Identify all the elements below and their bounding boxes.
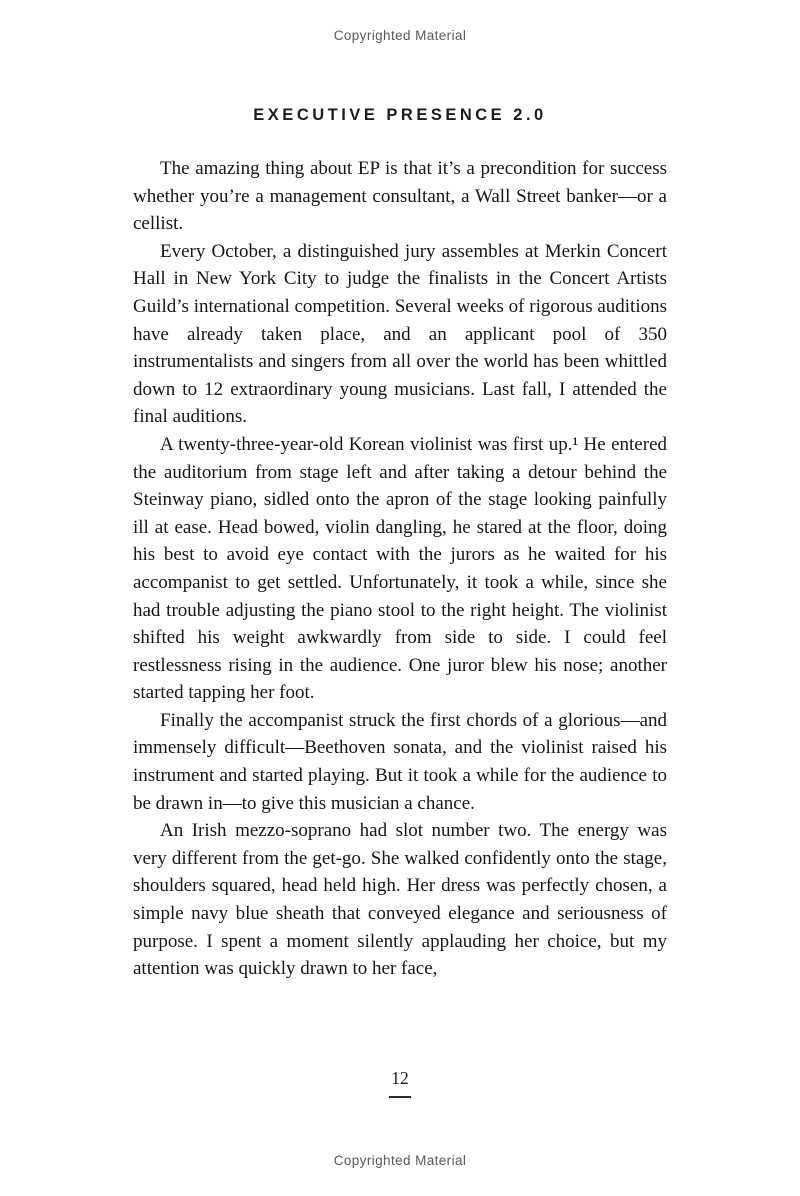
page-number-rule	[389, 1096, 411, 1098]
paragraph-5: An Irish mezzo-soprano had slot number two. The energy was very different from the get-go. She walked confidently onto the stage, shoulders squared, head held high. Her dress was perfectly chosen, a simple navy blue sheath that conveyed elegance and seriousness of purpose. I spent a moment silently applauding her choice, but my attention was quickly drawn to her face,	[133, 820, 667, 980]
copyright-notice-bottom: Copyrighted Material	[333, 1153, 467, 1168]
page-number-block	[0, 1068, 800, 1098]
paragraph-2: Every October, a distinguished jury assembles at Merkin Concert Hall in New York City to judge the finalists in the Concert Artists Guild’s international competition. Several weeks of rigorous auditions have already taken place, and an applicant pool of 350 instrumentalists and singers from all over the world has been whittled down to 12 extraordinary young musicians. Last fall, I attended the final auditions.	[133, 240, 668, 428]
running-header: EXECUTIVE PRESENCE 2.0	[253, 106, 547, 124]
paragraph-4: Finally the accompanist struck the first chords of a glorious—and immensely difficult—Beethoven sonata, and the violinist raised his instrument and started playing. But it took a while for the audience to be drawn in—to give this musician a chance.	[133, 709, 667, 814]
paragraph-1: The amazing thing about EP is that it’s a precondition for success whether you’re a management consultant, a Wall Street banker—or a cellist.	[133, 158, 667, 235]
paragraph-3: A twenty-three-year-old Korean violinist was first up.¹ He entered the auditorium from stage left and after taking a detour behind the Steinway piano, sidled onto the apron of the stage looking painfully ill at ease. Head bowed, violin dangling, he stared at the floor, doing his best to avoid eye contact with the jurors as he waited for his accompanist to get settled. Unfortunately, it took a while, since she had trouble adjusting the piano stool to the right height. The violinist shifted his weight awkwardly from side to side. I could feel restlessness rising in the audience. One juror blew his nose; another started tapping her foot.	[133, 433, 667, 704]
copyright-notice-top: Copyrighted Material	[333, 28, 467, 43]
page-number: 12	[391, 1068, 409, 1088]
page-body	[133, 155, 667, 983]
